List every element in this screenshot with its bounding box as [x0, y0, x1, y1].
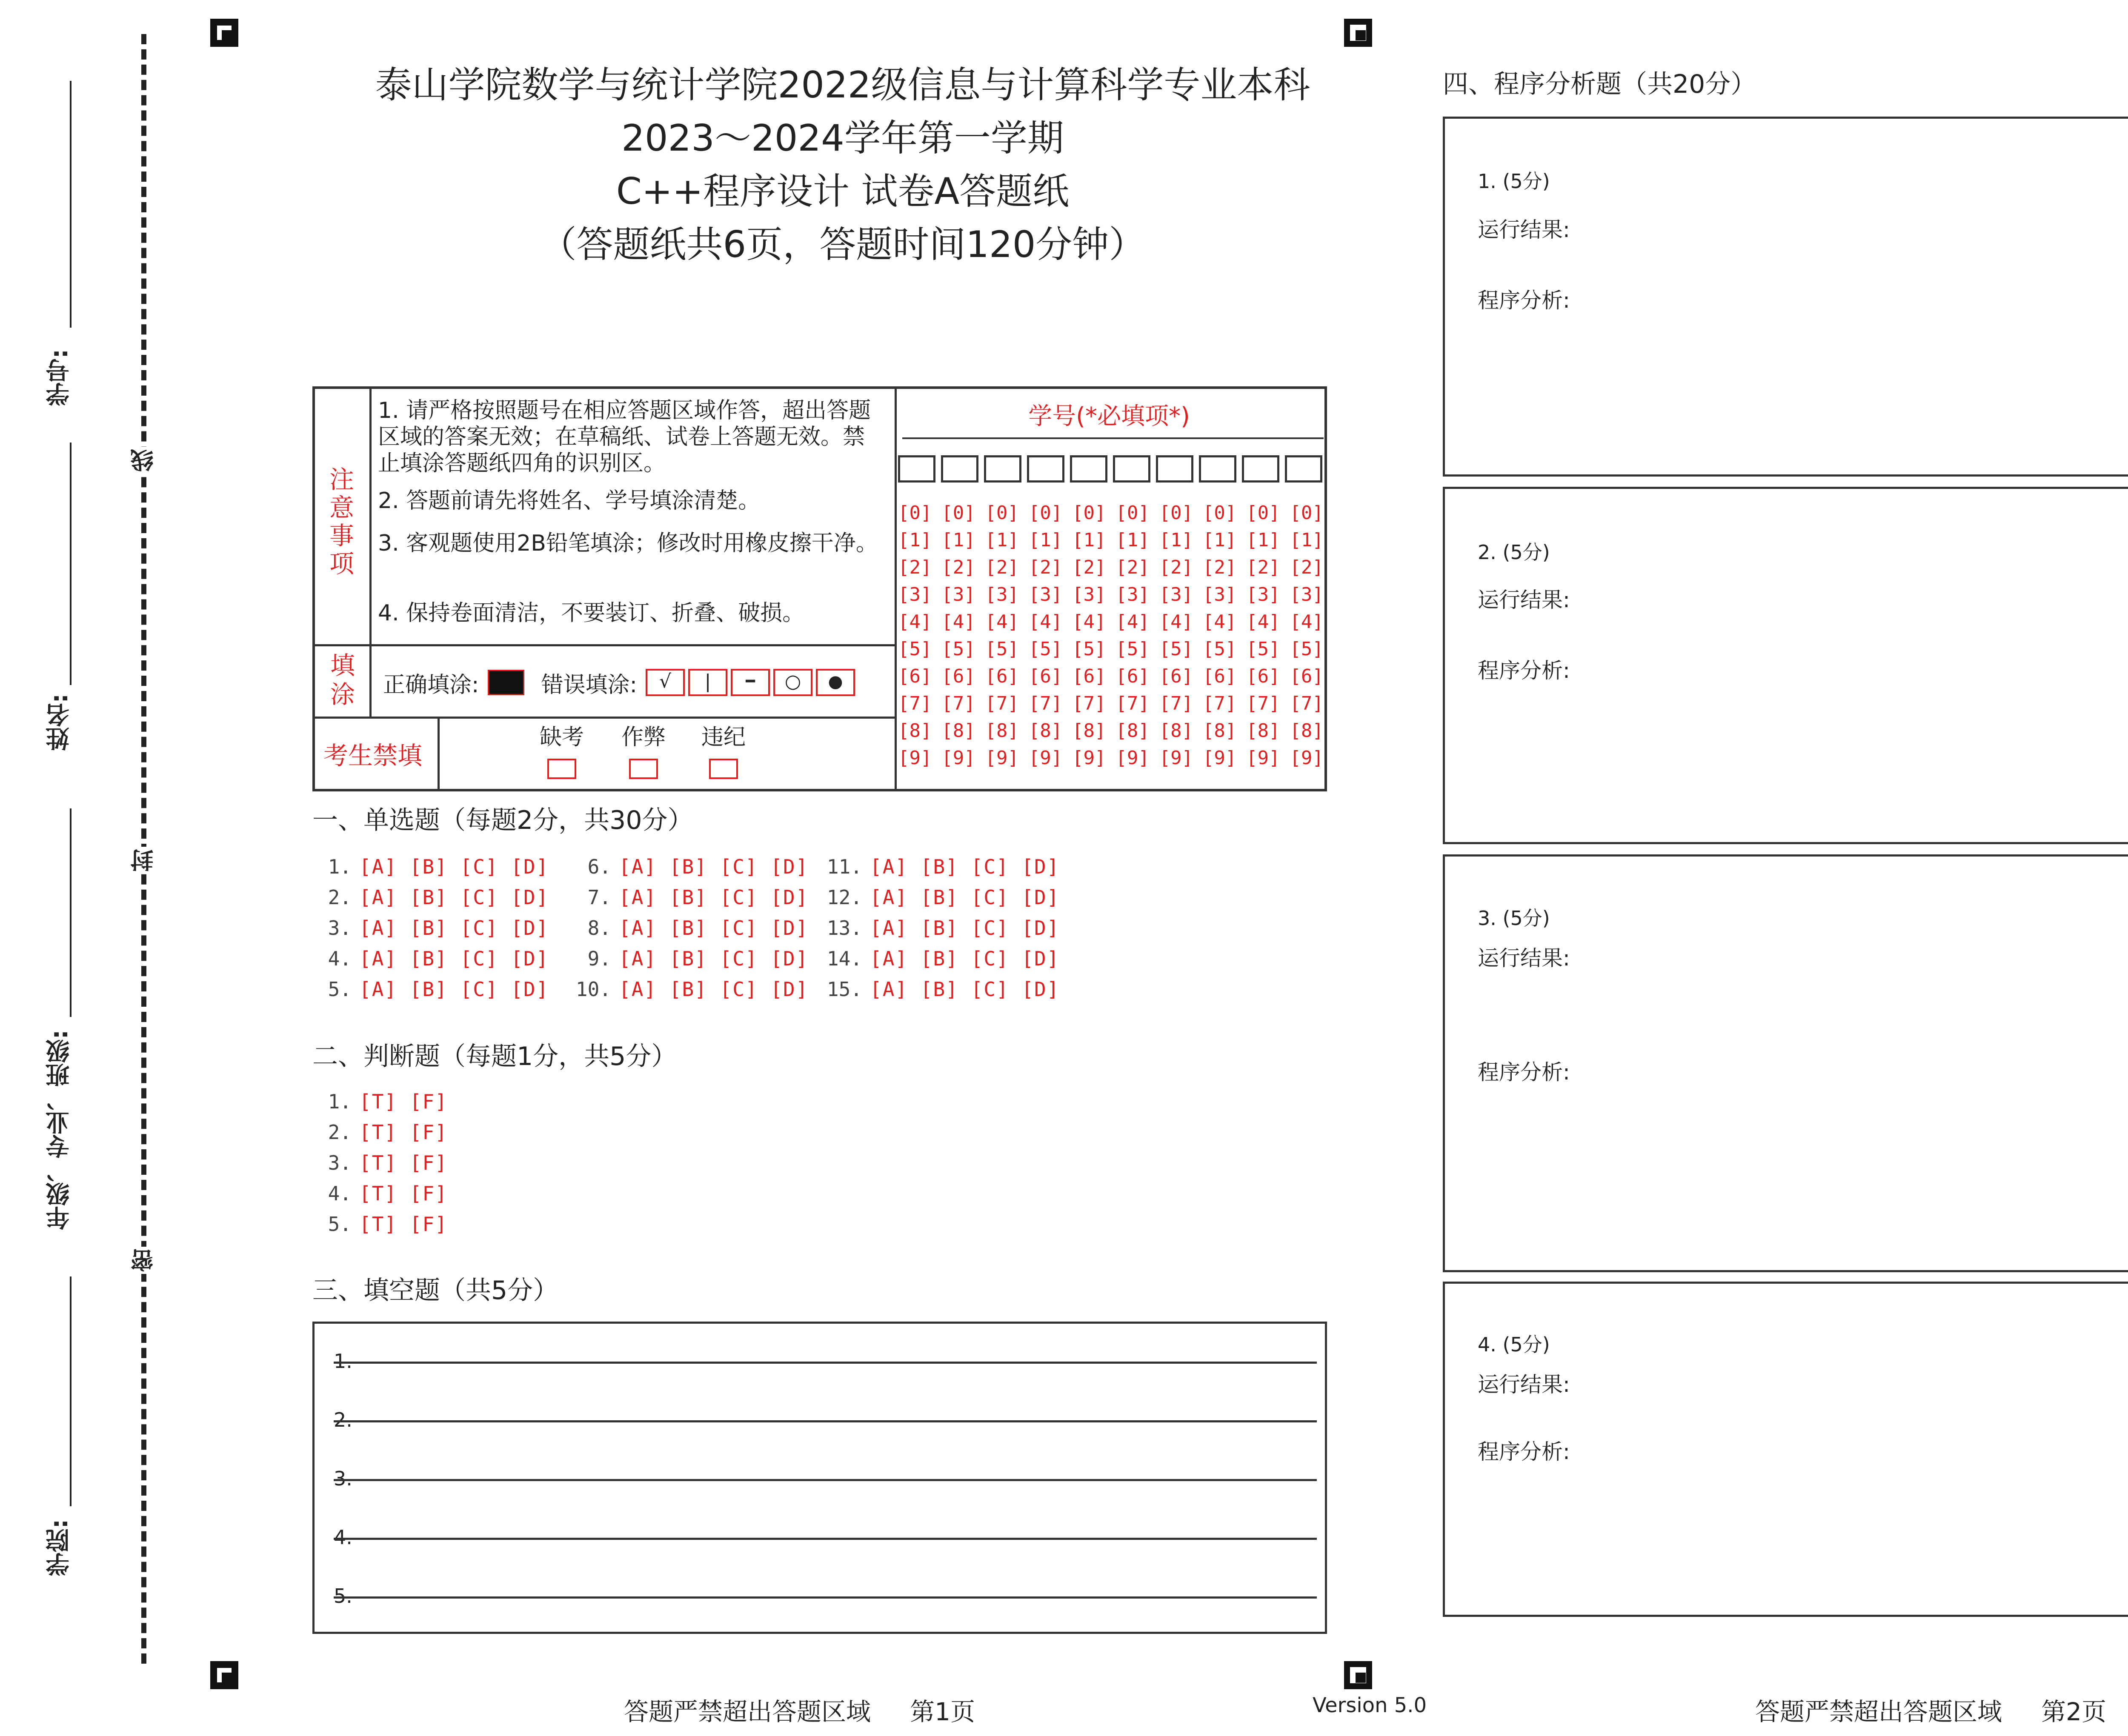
id-bubble[interactable]: [9] — [1290, 747, 1324, 769]
id-bubble[interactable]: [3] — [1115, 584, 1150, 605]
question-number: 2. — [328, 886, 352, 909]
choice-question — [820, 978, 1059, 1001]
id-bubble[interactable]: [8] — [1159, 720, 1193, 742]
id-box[interactable] — [1027, 455, 1064, 483]
id-digit-row-0 — [898, 502, 1324, 524]
id-bubble[interactable]: [7] — [1115, 693, 1150, 714]
analysis-text-3: 程序分析: — [1478, 1060, 1570, 1085]
choice-question — [570, 947, 808, 970]
id-bubble[interactable]: [7] — [1290, 693, 1324, 714]
id-bubble[interactable]: [0] — [1072, 502, 1106, 524]
blank-number: 5. — [334, 1585, 352, 1608]
ban-cheat-box[interactable] — [629, 759, 658, 779]
analysis-text-1: 程序分析: — [1478, 288, 1570, 313]
choice-question — [570, 917, 808, 939]
id-box[interactable] — [1199, 455, 1236, 483]
id-bubble[interactable]: [0] — [985, 502, 1019, 524]
choice-options[interactable]: [A] [B] [C] [D] — [870, 886, 1060, 909]
ban-cheat-label: 作弊 — [621, 725, 666, 750]
id-bubble[interactable]: [6] — [941, 665, 975, 687]
question-number: 5. — [328, 1213, 352, 1236]
id-digit-row-8 — [898, 720, 1324, 742]
id-bubble[interactable]: [4] — [1028, 611, 1063, 633]
id-box[interactable] — [898, 455, 935, 483]
wrong-mark-check: √ — [646, 669, 685, 696]
blank-number: 4. — [334, 1526, 352, 1549]
analysis-text-4: 程序分析: — [1478, 1439, 1570, 1464]
id-digit-row-7 — [898, 693, 1324, 714]
id-bubble[interactable]: [7] — [898, 693, 932, 714]
choice-question — [570, 855, 808, 878]
id-bubble[interactable]: [4] — [985, 611, 1019, 633]
id-bubble[interactable]: [5] — [985, 638, 1019, 660]
corner-marker-top-left — [210, 19, 238, 47]
id-bubble[interactable]: [6] — [985, 665, 1019, 687]
id-bubble[interactable]: [0] — [898, 502, 932, 524]
id-bubble[interactable]: [4] — [898, 611, 932, 633]
id-bubble[interactable]: [2] — [1115, 557, 1150, 578]
id-bubble[interactable]: [4] — [1159, 611, 1193, 633]
analysis-label-4: 4. (5分) — [1478, 1333, 1550, 1356]
id-bubble[interactable]: [1] — [898, 529, 932, 551]
id-bubble[interactable]: [5] — [1202, 638, 1237, 660]
tf-options[interactable]: [T] [F] — [359, 1090, 448, 1113]
notice-title-text: 注意事项 — [329, 465, 354, 578]
ban-violation-label: 违纪 — [701, 725, 746, 750]
id-bubble[interactable]: [2] — [1246, 557, 1280, 578]
notice-item-3: 3. 客观题使用2B铅笔填涂；修改时用橡皮擦干净。 — [378, 531, 878, 556]
id-bubble[interactable]: [3] — [941, 584, 975, 605]
corner-marker-bottom-middle — [1344, 1661, 1372, 1689]
id-bubble[interactable]: [8] — [1202, 720, 1237, 742]
wrong-mark-dot: ● — [816, 669, 855, 696]
wrong-mark-circle: ○ — [773, 669, 812, 696]
id-bubble[interactable]: [1] — [1290, 529, 1324, 551]
id-bubble[interactable]: [5] — [1290, 638, 1324, 660]
id-bubble[interactable]: [2] — [941, 557, 975, 578]
id-bubble[interactable]: [0] — [1115, 502, 1150, 524]
id-bubble[interactable]: [2] — [898, 557, 932, 578]
ban-violation — [698, 719, 749, 779]
id-bubble[interactable]: [2] — [1202, 557, 1237, 578]
id-bubble[interactable]: [2] — [1072, 557, 1106, 578]
id-bubble[interactable]: [1] — [985, 529, 1019, 551]
binding-char-xian: 线 — [130, 447, 157, 474]
id-bubble[interactable]: [5] — [1072, 638, 1106, 660]
id-bubble[interactable]: [4] — [1246, 611, 1280, 633]
analysis-label-2: 2. (5分) — [1478, 541, 1550, 564]
id-box[interactable] — [1156, 455, 1193, 483]
id-bubble[interactable]: [6] — [1202, 665, 1237, 687]
choice-question — [820, 886, 1059, 909]
id-bubble[interactable]: [9] — [1159, 747, 1193, 769]
id-box[interactable] — [941, 455, 978, 483]
id-box[interactable] — [1113, 455, 1150, 483]
table-main-divider — [895, 389, 897, 791]
id-bubble[interactable]: [2] — [1290, 557, 1324, 578]
analysis-result-4: 运行结果: — [1478, 1372, 1570, 1397]
tf-question — [323, 1182, 448, 1205]
id-box[interactable] — [1242, 455, 1279, 483]
id-bubble[interactable]: [8] — [1072, 720, 1106, 742]
analysis-label-1: 1. (5分) — [1478, 170, 1550, 193]
title-line-4: （答题纸共6页，答题时间120分钟） — [540, 223, 1146, 266]
id-bubble[interactable]: [9] — [985, 747, 1019, 769]
question-number: 4. — [328, 1182, 352, 1205]
tf-options[interactable]: [T] [F] — [359, 1151, 448, 1174]
id-bubble[interactable]: [6] — [1072, 665, 1106, 687]
id-bubble[interactable]: [1] — [1072, 529, 1106, 551]
blank-answer-line[interactable] — [334, 1362, 1317, 1364]
analysis-text-2: 程序分析: — [1478, 658, 1570, 683]
question-number: 5. — [328, 978, 352, 1001]
analysis-result-3: 运行结果: — [1478, 946, 1570, 971]
blank-number: 2. — [334, 1408, 352, 1431]
notice-title-divider — [369, 389, 372, 644]
section4-title: 四、程序分析题（共20分） — [1443, 69, 1756, 99]
fill-example-row — [383, 665, 890, 700]
name-label: 姓名: — [46, 694, 73, 751]
question-number: 12. — [827, 886, 862, 909]
id-digit-row-9 — [898, 747, 1324, 769]
analysis-result-2: 运行结果: — [1478, 588, 1570, 612]
id-bubble[interactable]: [3] — [1028, 584, 1063, 605]
id-digit-row-1 — [898, 529, 1324, 551]
choice-options[interactable]: [A] [B] [C] [D] — [619, 917, 809, 939]
id-bubble[interactable]: [8] — [1028, 720, 1063, 742]
student-id-label: 学号: — [46, 349, 73, 406]
section1-title: 一、单选题（每题2分，共30分） — [312, 805, 693, 835]
question-number: 2. — [328, 1121, 352, 1144]
id-bubble[interactable]: [8] — [898, 720, 932, 742]
question-number: 14. — [827, 947, 862, 970]
id-box[interactable] — [1285, 455, 1322, 483]
id-bubble[interactable]: [9] — [1028, 747, 1063, 769]
question-number: 4. — [328, 947, 352, 970]
tf-question — [323, 1151, 448, 1174]
fill-title: 填涂 — [330, 651, 355, 709]
blank-answer-line[interactable] — [334, 1479, 1317, 1481]
section3-title: 三、填空题（共5分） — [312, 1276, 559, 1305]
id-digit-row-4 — [898, 611, 1324, 633]
question-number: 11. — [827, 855, 862, 878]
ban-cheat — [618, 719, 669, 779]
id-bubble[interactable]: [6] — [1246, 665, 1280, 687]
notice-item-1: 1. 请严格按照题号在相应答题区域作答，超出答题区域的答案无效；在草稿纸、试卷上答题无效。禁止填涂答题纸四角的识别区。 — [378, 398, 871, 476]
id-bubble[interactable]: [8] — [1246, 720, 1280, 742]
id-bubble[interactable]: [5] — [1246, 638, 1280, 660]
question-number: 9. — [587, 947, 611, 970]
class-label: 年级、专业、班级: — [46, 1030, 73, 1230]
id-bubble[interactable]: [0] — [1290, 502, 1324, 524]
analysis-result-1: 运行结果: — [1478, 217, 1570, 242]
id-bubble[interactable]: [7] — [1159, 693, 1193, 714]
tf-question — [323, 1090, 448, 1113]
id-digit-row-2 — [898, 557, 1324, 578]
question-number: 15. — [827, 978, 862, 1001]
question-number: 1. — [328, 1090, 352, 1113]
blank-answer-line[interactable] — [334, 1420, 1317, 1422]
choice-question — [323, 978, 549, 1001]
question-number: 1. — [328, 855, 352, 878]
wrong-fill-label: 错误填涂: — [541, 672, 638, 698]
id-bubble[interactable]: [8] — [1290, 720, 1324, 742]
choice-options[interactable]: [A] [B] [C] [D] — [619, 947, 809, 970]
question-number: 13. — [827, 917, 862, 939]
question-number: 10. — [575, 978, 611, 1001]
id-bubble[interactable]: [6] — [1290, 665, 1324, 687]
tf-options[interactable]: [T] [F] — [359, 1213, 448, 1236]
fill-title-divider — [369, 644, 372, 717]
blank-number: 3. — [334, 1467, 352, 1490]
id-bubble[interactable]: [7] — [1072, 693, 1106, 714]
id-bubble[interactable]: [5] — [1115, 638, 1150, 660]
choice-options[interactable]: [A] [B] [C] [D] — [359, 978, 549, 1001]
wrong-fill-marks — [646, 669, 855, 696]
ban-absent-box[interactable] — [547, 759, 576, 779]
choice-question — [820, 947, 1059, 970]
binding-char-mi: 密 — [130, 1247, 157, 1274]
id-bubble[interactable]: [0] — [1028, 502, 1063, 524]
id-bubble[interactable]: [7] — [1202, 693, 1237, 714]
id-bubble[interactable]: [9] — [1202, 747, 1237, 769]
wrong-mark-dash: ━ — [731, 669, 770, 696]
analysis-label-3: 3. (5分) — [1478, 907, 1550, 930]
question-number: 6. — [587, 855, 611, 878]
choice-options[interactable]: [A] [B] [C] [D] — [870, 917, 1060, 939]
choice-options[interactable]: [A] [B] [C] [D] — [870, 855, 1060, 878]
title-line-2: 2023～2024学年第一学期 — [621, 117, 1064, 160]
choice-options[interactable]: [A] [B] [C] [D] — [870, 947, 1060, 970]
choice-question — [323, 917, 549, 939]
id-bubble[interactable]: [3] — [1202, 584, 1237, 605]
choice-question — [570, 978, 808, 1001]
id-bubble[interactable]: [7] — [985, 693, 1019, 714]
choice-options[interactable]: [A] [B] [C] [D] — [619, 855, 809, 878]
id-bubble[interactable]: [8] — [985, 720, 1019, 742]
id-bubble[interactable]: [4] — [1290, 611, 1324, 633]
choice-options[interactable]: [A] [B] [C] [D] — [359, 855, 549, 878]
blank-answer-line[interactable] — [334, 1596, 1317, 1599]
id-bubble[interactable]: [3] — [898, 584, 932, 605]
correct-fill-box — [488, 670, 524, 695]
college-line[interactable] — [70, 1276, 72, 1506]
question-number: 3. — [328, 1151, 352, 1174]
name-line[interactable] — [70, 443, 72, 685]
id-bubble[interactable]: [2] — [985, 557, 1019, 578]
id-digit-row-6 — [898, 665, 1324, 687]
id-bubble[interactable]: [1] — [1246, 529, 1280, 551]
choice-options[interactable]: [A] [B] [C] [D] — [619, 978, 809, 1001]
choice-options[interactable]: [A] [B] [C] [D] — [359, 947, 549, 970]
id-bubble[interactable]: [4] — [1115, 611, 1150, 633]
notice-item-2: 2. 答题前请先将姓名、学号填涂清楚。 — [378, 488, 761, 514]
id-bubble[interactable]: [3] — [1072, 584, 1106, 605]
student-id-title-rule — [902, 437, 1324, 439]
id-bubble[interactable]: [4] — [1072, 611, 1106, 633]
corner-marker-bottom-left — [210, 1661, 238, 1689]
id-bubble[interactable]: [3] — [1159, 584, 1193, 605]
ban-title: 考生禁填 — [323, 741, 423, 770]
id-bubble[interactable]: [9] — [1115, 747, 1150, 769]
id-bubble[interactable]: [1] — [1202, 529, 1237, 551]
id-bubble[interactable]: [0] — [1159, 502, 1193, 524]
id-bubble[interactable]: [8] — [1115, 720, 1150, 742]
ban-violation-box[interactable] — [709, 759, 738, 779]
class-line[interactable] — [70, 808, 72, 1017]
id-bubble[interactable]: [2] — [1028, 557, 1063, 578]
choice-options[interactable]: [A] [B] [C] [D] — [870, 978, 1060, 1001]
id-bubble[interactable]: [4] — [941, 611, 975, 633]
tf-options[interactable]: [T] [F] — [359, 1121, 448, 1144]
question-number: 8. — [587, 917, 611, 939]
id-box[interactable] — [1070, 455, 1107, 483]
id-bubble[interactable]: [6] — [1028, 665, 1063, 687]
choice-question — [570, 886, 808, 909]
correct-fill-label: 正确填涂: — [383, 672, 479, 698]
student-id-boxes — [898, 455, 1324, 483]
ban-absent — [536, 719, 587, 779]
choice-question — [820, 917, 1059, 939]
choice-options[interactable]: [A] [B] [C] [D] — [359, 886, 549, 909]
footer-version: Version 5.0 — [1313, 1693, 1427, 1717]
blank-number: 1. — [334, 1350, 352, 1373]
tf-question — [323, 1213, 448, 1236]
id-bubble[interactable]: [6] — [1115, 665, 1150, 687]
tf-options[interactable]: [T] [F] — [359, 1182, 448, 1205]
footer-page-1: 答题严禁超出答题区域 第1页 — [624, 1697, 975, 1726]
id-bubble[interactable]: [5] — [1028, 638, 1063, 660]
id-bubble[interactable]: [9] — [1246, 747, 1280, 769]
id-bubble[interactable]: [5] — [1159, 638, 1193, 660]
id-bubble[interactable]: [9] — [941, 747, 975, 769]
id-bubble[interactable]: [2] — [1159, 557, 1193, 578]
choice-question — [323, 886, 549, 909]
notice-item-4: 4. 保持卷面清洁，不要装订、折叠、破损。 — [378, 600, 805, 626]
corner-marker-top-middle — [1344, 19, 1372, 47]
id-bubble[interactable]: [3] — [985, 584, 1019, 605]
ban-absent-label: 缺考 — [539, 725, 584, 750]
id-bubble[interactable]: [9] — [898, 747, 932, 769]
question-number: 7. — [587, 886, 611, 909]
question-number: 3. — [328, 917, 352, 939]
id-bubble[interactable]: [9] — [1072, 747, 1106, 769]
notice-bottom-rule — [315, 644, 895, 646]
id-digit-row-5 — [898, 638, 1324, 660]
title-line-1: 泰山学院数学与统计学院2022级信息与计算科学专业本科 — [375, 64, 1310, 106]
ban-title-divider — [438, 717, 440, 791]
choice-options[interactable]: [A] [B] [C] [D] — [619, 886, 809, 909]
id-bubble[interactable]: [3] — [1246, 584, 1280, 605]
id-bubble[interactable]: [7] — [1028, 693, 1063, 714]
choice-question — [820, 855, 1059, 878]
id-digit-row-3 — [898, 584, 1324, 605]
id-bubble[interactable]: [0] — [941, 502, 975, 524]
fill-bottom-rule — [315, 717, 895, 719]
id-bubble[interactable]: [1] — [1159, 529, 1193, 551]
id-bubble[interactable]: [5] — [941, 638, 975, 660]
binding-char-feng: 封 — [130, 847, 157, 874]
student-id-line[interactable] — [70, 81, 72, 328]
choice-options[interactable]: [A] [B] [C] [D] — [359, 917, 549, 939]
blank-answer-line[interactable] — [334, 1538, 1317, 1540]
title-line-3: C++程序设计 试卷A答题纸 — [616, 170, 1070, 213]
section2-title: 二、判断题（每题1分，共5分） — [312, 1042, 677, 1071]
wrong-mark-bar: | — [688, 669, 727, 696]
id-bubble[interactable]: [6] — [898, 665, 932, 687]
id-bubble[interactable]: [4] — [1202, 611, 1237, 633]
choice-question — [323, 855, 549, 878]
college-label: 学院: — [46, 1519, 73, 1576]
id-bubble[interactable]: [0] — [1202, 502, 1237, 524]
id-bubble[interactable]: [1] — [941, 529, 975, 551]
id-bubble[interactable]: [1] — [1115, 529, 1150, 551]
id-bubble[interactable]: [6] — [1159, 665, 1193, 687]
id-bubble[interactable]: [8] — [941, 720, 975, 742]
id-bubble[interactable]: [7] — [941, 693, 975, 714]
footer-page-2: 答题严禁超出答题区域 第2页 — [1755, 1697, 2107, 1726]
student-id-title: 学号(*必填项*) — [1028, 403, 1190, 430]
fill-blank-box — [312, 1322, 1327, 1634]
id-bubble[interactable]: [5] — [898, 638, 932, 660]
id-bubble[interactable]: [1] — [1028, 529, 1063, 551]
id-box[interactable] — [984, 455, 1021, 483]
id-bubble[interactable]: [3] — [1290, 584, 1324, 605]
choice-question — [323, 947, 549, 970]
id-bubble[interactable]: [0] — [1246, 502, 1280, 524]
id-bubble[interactable]: [7] — [1246, 693, 1280, 714]
notice-title — [327, 465, 357, 578]
tf-question — [323, 1121, 448, 1144]
